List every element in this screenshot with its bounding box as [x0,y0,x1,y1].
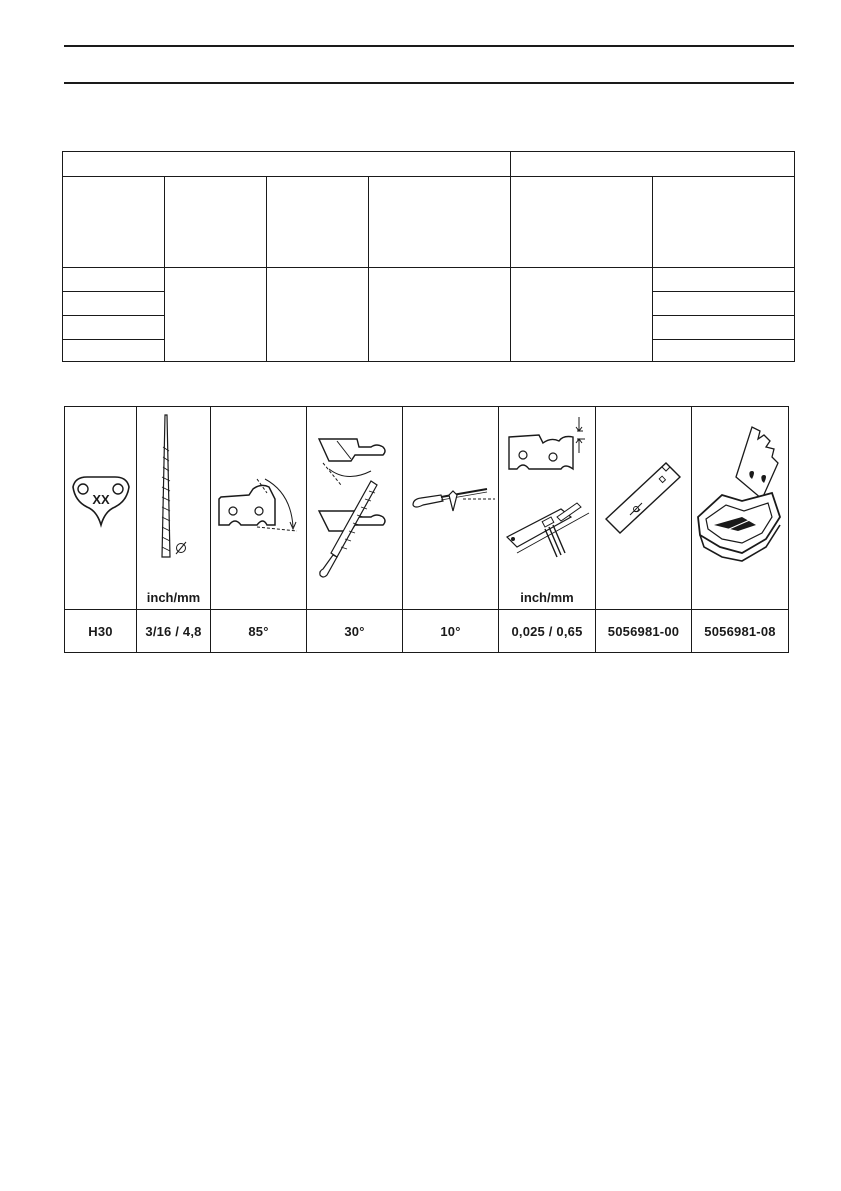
table-line [63,176,794,177]
table-line [63,267,794,268]
table-line [164,176,165,361]
top-plate-angle-cell [211,407,307,610]
filing-angle-value: 30° [307,610,403,653]
chain-gauge-cell [65,407,137,610]
table-line [652,315,794,316]
table-line [652,339,794,340]
table-line [652,291,794,292]
file-unit-label: inch/mm [146,590,201,605]
filing-angle-cell [307,407,403,610]
sharpening-tools-table [64,406,789,653]
table-line [63,315,164,316]
depth-gauge-icon [499,407,596,609]
filing-angle-icon [307,407,403,609]
chain-gauge-icon [65,407,137,609]
header-rule-top [64,45,794,47]
depth-gauge-tool-icon [596,407,692,609]
depth-unit-label: inch/mm [520,590,574,605]
filing-template-cell [692,407,789,610]
depth-gauge-value: 0,025 / 0,65 [499,610,596,653]
file-tilt-value: 10° [403,610,499,653]
table-line [510,152,511,361]
file-tilt-cell [403,407,499,610]
file-tilt-icon [403,407,499,609]
chain-gauge-label: XX [92,492,110,507]
table-line [63,291,164,292]
top-plate-angle-value: 85° [211,610,307,653]
filing-template-part-number: 5056981-08 [692,610,789,653]
table-line [652,176,653,361]
file-diameter-value: 3/16 / 4,8 [137,610,211,653]
table-line [266,176,267,361]
header-rule-bottom [64,82,794,84]
filing-template-icon [692,407,789,609]
depth-gauge-tool-cell [596,407,692,610]
chain-gauge-value: H30 [65,610,137,653]
table-line [368,176,369,361]
top-plate-angle-icon [211,407,307,609]
specification-table [62,151,795,362]
round-file-cell [137,407,211,610]
table-line [63,339,164,340]
depth-gauge-tool-part-number: 5056981-00 [596,610,692,653]
round-file-icon [137,407,211,609]
depth-gauge-cell [499,407,596,610]
